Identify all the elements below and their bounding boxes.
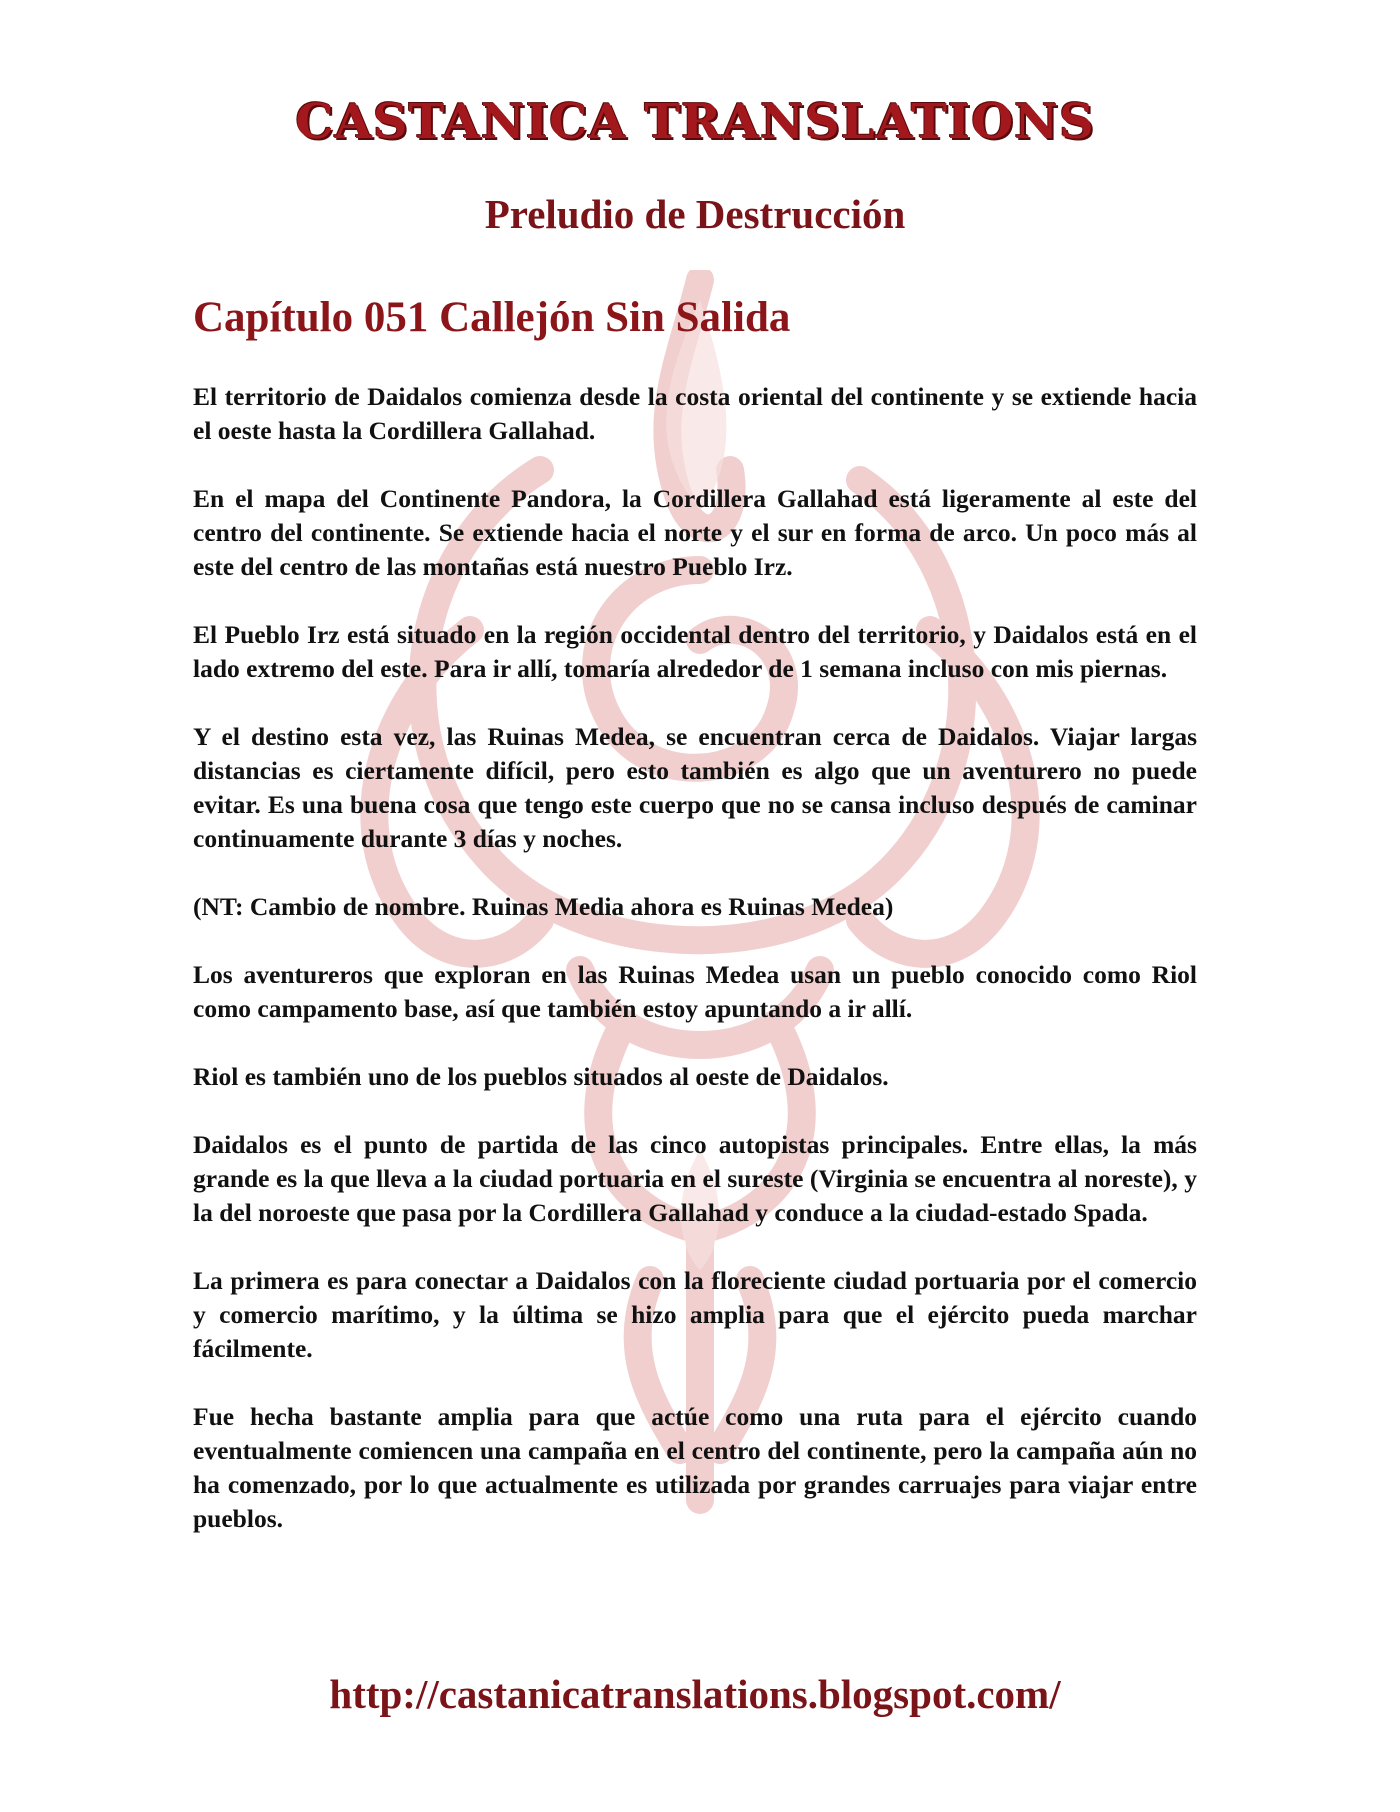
paragraph: En el mapa del Continente Pandora, la Cordillera Gallahad está ligeramente al este del centro del continente. Se extiende hacia el norte y el sur en forma de arco. Un poco más al este del centro de las montañas está nuestro Pueblo Irz. xyxy=(193,484,1197,581)
chapter-title: Capítulo 051 Callejón Sin Salida xyxy=(193,294,791,341)
paragraph: El territorio de Daidalos comienza desde la costa oriental del continente y se extiende hacia el oeste hasta la Cordillera Gallahad. xyxy=(193,382,1197,445)
novel-title: Preludio de Destrucción xyxy=(484,191,906,237)
paragraph: Daidalos es el punto de partida de las cinco autopistas principales. Entre ellas, la más grande es la que lleva a la ciudad portuaria en el sureste (Virginia se encuentra al noreste), y la del noroeste que pasa por la Cordillera Gallahad y conduce a la ciudad-estado Spada. xyxy=(193,1130,1197,1227)
paragraph: Y el destino esta vez, las Ruinas Medea, se encuentran cerca de Daidalos. Viajar largas distancias es ciertamente difícil, pero esto también es algo que un aventurero no puede evitar. Es una buena cosa que tengo este cuerpo que no se cansa incluso después de caminar continuamente durante 3 días y noches. xyxy=(193,722,1197,853)
paragraph: El Pueblo Irz está situado en la región occidental dentro del territorio, y Daidalos está en el lado extremo del este. Para ir allí, tomaría alrededor de 1 semana incluso con mis piernas. xyxy=(193,620,1197,683)
chapter-body xyxy=(193,380,1197,1570)
paragraph-note: (NT: Cambio de nombre. Ruinas Media ahora es Ruinas Medea) xyxy=(193,892,894,921)
paragraph: La primera es para conectar a Daidalos con la floreciente ciudad portuaria por el comercio y comercio marítimo, y la última se hizo amplia para que el ejército pueda marchar fácilmente. xyxy=(193,1266,1197,1363)
site-title: CASTANICA TRANSLATIONS xyxy=(295,94,1095,150)
footer-url-link[interactable]: http://castanicatranslations.blogspot.com/ xyxy=(329,1671,1061,1717)
paragraph: Riol es también uno de los pueblos situados al oeste de Daidalos. xyxy=(193,1062,889,1091)
paragraph: Los aventureros que exploran en las Ruinas Medea usan un pueblo conocido como Riol como campamento base, así que también estoy apuntando a ir allí. xyxy=(193,960,1197,1023)
paragraph: Fue hecha bastante amplia para que actúe como una ruta para el ejército cuando eventualmente comiencen una campaña en el centro del continente, pero la campaña aún no ha comenzado, por lo que actualmente es utilizada por grandes carruajes para viajar entre pueblos. xyxy=(193,1402,1197,1533)
